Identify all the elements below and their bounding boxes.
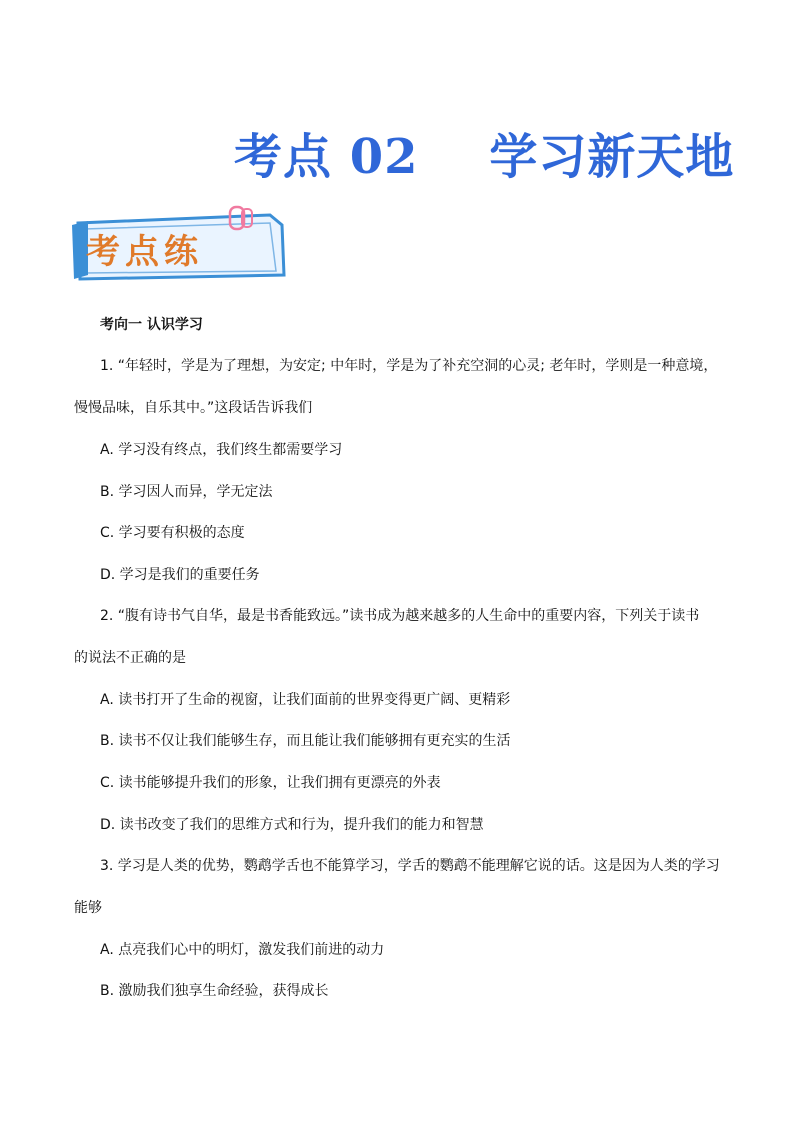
question-3-text: 3. 学习是人类的优势，鹦鹉学舌也不能算学习，学舌的鹦鹉不能理解它说的话。这是因为人类的学习 [100, 858, 720, 874]
q1-option-c: C. 学习要有积极的态度 [100, 525, 245, 541]
question-2-text: 2. “腹有诗书气自华，最是书香能致远。”读书成为越来越多的人生命中的重要内容，下列关于读书 [100, 608, 700, 624]
section-heading: 考向一 认识学习 [100, 317, 203, 333]
q3-option-b: B. 激励我们独享生命经验，获得成长 [100, 983, 329, 999]
question-1-text-cont: 慢慢品味，自乐其中。”这段话告诉我们 [74, 400, 313, 416]
page-title: 考点 02 学习新天地 [234, 129, 735, 185]
question-3-text-cont: 能够 [74, 900, 102, 916]
q1-option-a: A. 学习没有终点，我们终生都需要学习 [100, 442, 343, 458]
q3-option-a: A. 点亮我们心中的明灯，激发我们前进的动力 [100, 942, 385, 958]
banner-label: 考点练 [86, 232, 203, 272]
q2-option-a: A. 读书打开了生命的视窗，让我们面前的世界变得更广阔、更精彩 [100, 692, 511, 708]
q1-option-b: B. 学习因人而异，学无定法 [100, 484, 273, 500]
q1-option-d: D. 学习是我们的重要任务 [100, 567, 260, 583]
q2-option-d: D. 读书改变了我们的思维方式和行为，提升我们的能力和智慧 [100, 817, 484, 833]
q2-option-c: C. 读书能够提升我们的形象，让我们拥有更漂亮的外表 [100, 775, 441, 791]
q2-option-b: B. 读书不仅让我们能够生存，而且能让我们能够拥有更充实的生活 [100, 733, 511, 749]
question-2-text-cont: 的说法不正确的是 [74, 650, 186, 666]
question-1-text: 1. “年轻时，学是为了理想，为安定; 中年时，学是为了补充空洞的心灵; 老年时，学则是一种意境， [100, 358, 718, 374]
